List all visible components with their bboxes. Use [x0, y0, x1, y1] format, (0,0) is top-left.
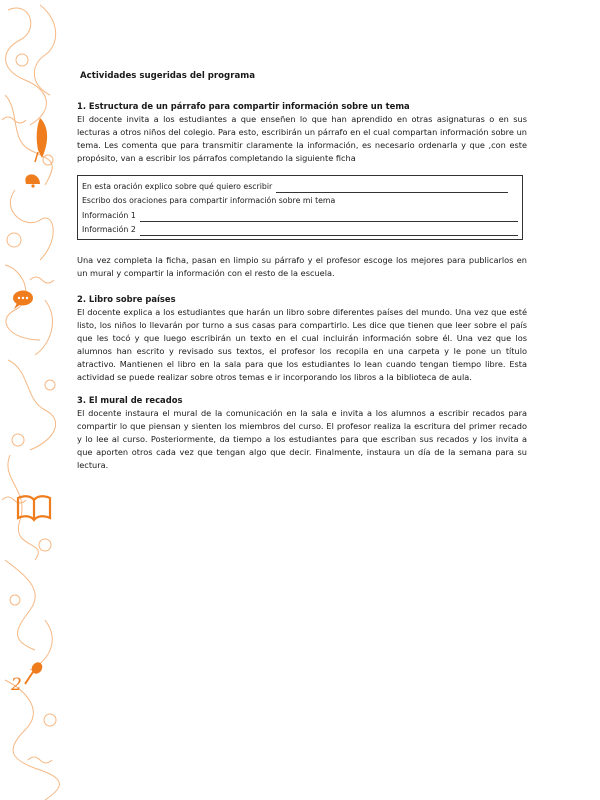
- section-3-heading: 3. El mural de recados: [77, 395, 183, 405]
- form-label-info-1: Información 1: [82, 210, 136, 220]
- form-label-sentences: Escribo dos oraciones para compartir información sobre mi tema: [82, 196, 336, 205]
- form-row-topic: [82, 178, 518, 193]
- section-3-body: El docente instaura el mural de la comunicación en la sala e invita a los alumnos a escribir recados para compartir lo que piensan y sienten los miembros del curso. El profesor realiza la escritura del primer recado y lo lee al curso. Posteriormente, da tiempo a los estudiantes para que escriban sus recados y los invita a que aporten otros cada vez que tengan algo que decir. Finalmente, instaura un día de la semana para su lectura.: [77, 408, 527, 470]
- form-row-sentences: [82, 193, 518, 208]
- section-2-heading: 2. Libro sobre países: [77, 294, 176, 304]
- form-row-info-1: [82, 207, 518, 222]
- decorative-border: [0, 0, 70, 800]
- page-number: 2: [11, 675, 22, 695]
- section-1-heading: 1. Estructura de un párrafo para compartir información sobre un tema: [77, 101, 410, 111]
- form-label-info-2: Información 2: [82, 225, 136, 234]
- form-row-info-2: [82, 222, 518, 237]
- microphone-icon: [25, 660, 45, 684]
- form-blank-info-1: [140, 212, 518, 222]
- section-2-body: El docente explica a los estudiantes que harán un libro sobre diferentes países del mundo. Una vez que esté listo, los niños lo llevarán por turno a sus casas para compartirlo. Les dice que tienen que leer sobre el país que les tocó y que luego escribirán un texto en el cual incluirán información sobre él. Una vez que los alumnos han escrito y revisado sus textos, el profesor los recopila en una carpeta y le pone un título atractivo. Mantienen el libro en la sala para que los estudiantes lo lean cuando tengan tiempo libre. Esta actividad se puede realizar sobre otros temas e ir incorporando los libros a la biblioteca de aula.: [77, 307, 527, 382]
- bell-icon: [25, 174, 40, 187]
- section-3: [77, 394, 527, 472]
- speech-bubble-icon: [13, 291, 33, 310]
- page-content: [77, 70, 527, 482]
- section-1: [77, 100, 527, 165]
- section-2: [77, 293, 527, 384]
- section-1-body: El docente invita a los estudiantes a que enseñen lo que han aprendido en otras asignaturas o en sus lecturas a otros niños del colegio. Para esto, escribirán un párrafo en el cual compartan información sobre un tema. Les comenta que para transmitir claramente la información, es necesario ordenarla y que ,con este propósito, van a escribir los párrafos completando la siguiente ficha: [77, 114, 527, 163]
- worksheet-form: [77, 175, 523, 240]
- form-blank-info-2: [140, 226, 518, 236]
- page-title: Actividades sugeridas del programa: [80, 71, 255, 81]
- form-blank-topic: [276, 183, 508, 193]
- open-book-icon: [18, 496, 50, 520]
- form-label-topic: En esta oración explico sobre qué quiero escribir: [82, 181, 273, 191]
- after-form-paragraph: Una vez completa la ficha, pasan en limpio su párrafo y el profesor escoge los mejores para publicarlos en un mural y compartir la información con el resto de la escuela.: [77, 255, 527, 278]
